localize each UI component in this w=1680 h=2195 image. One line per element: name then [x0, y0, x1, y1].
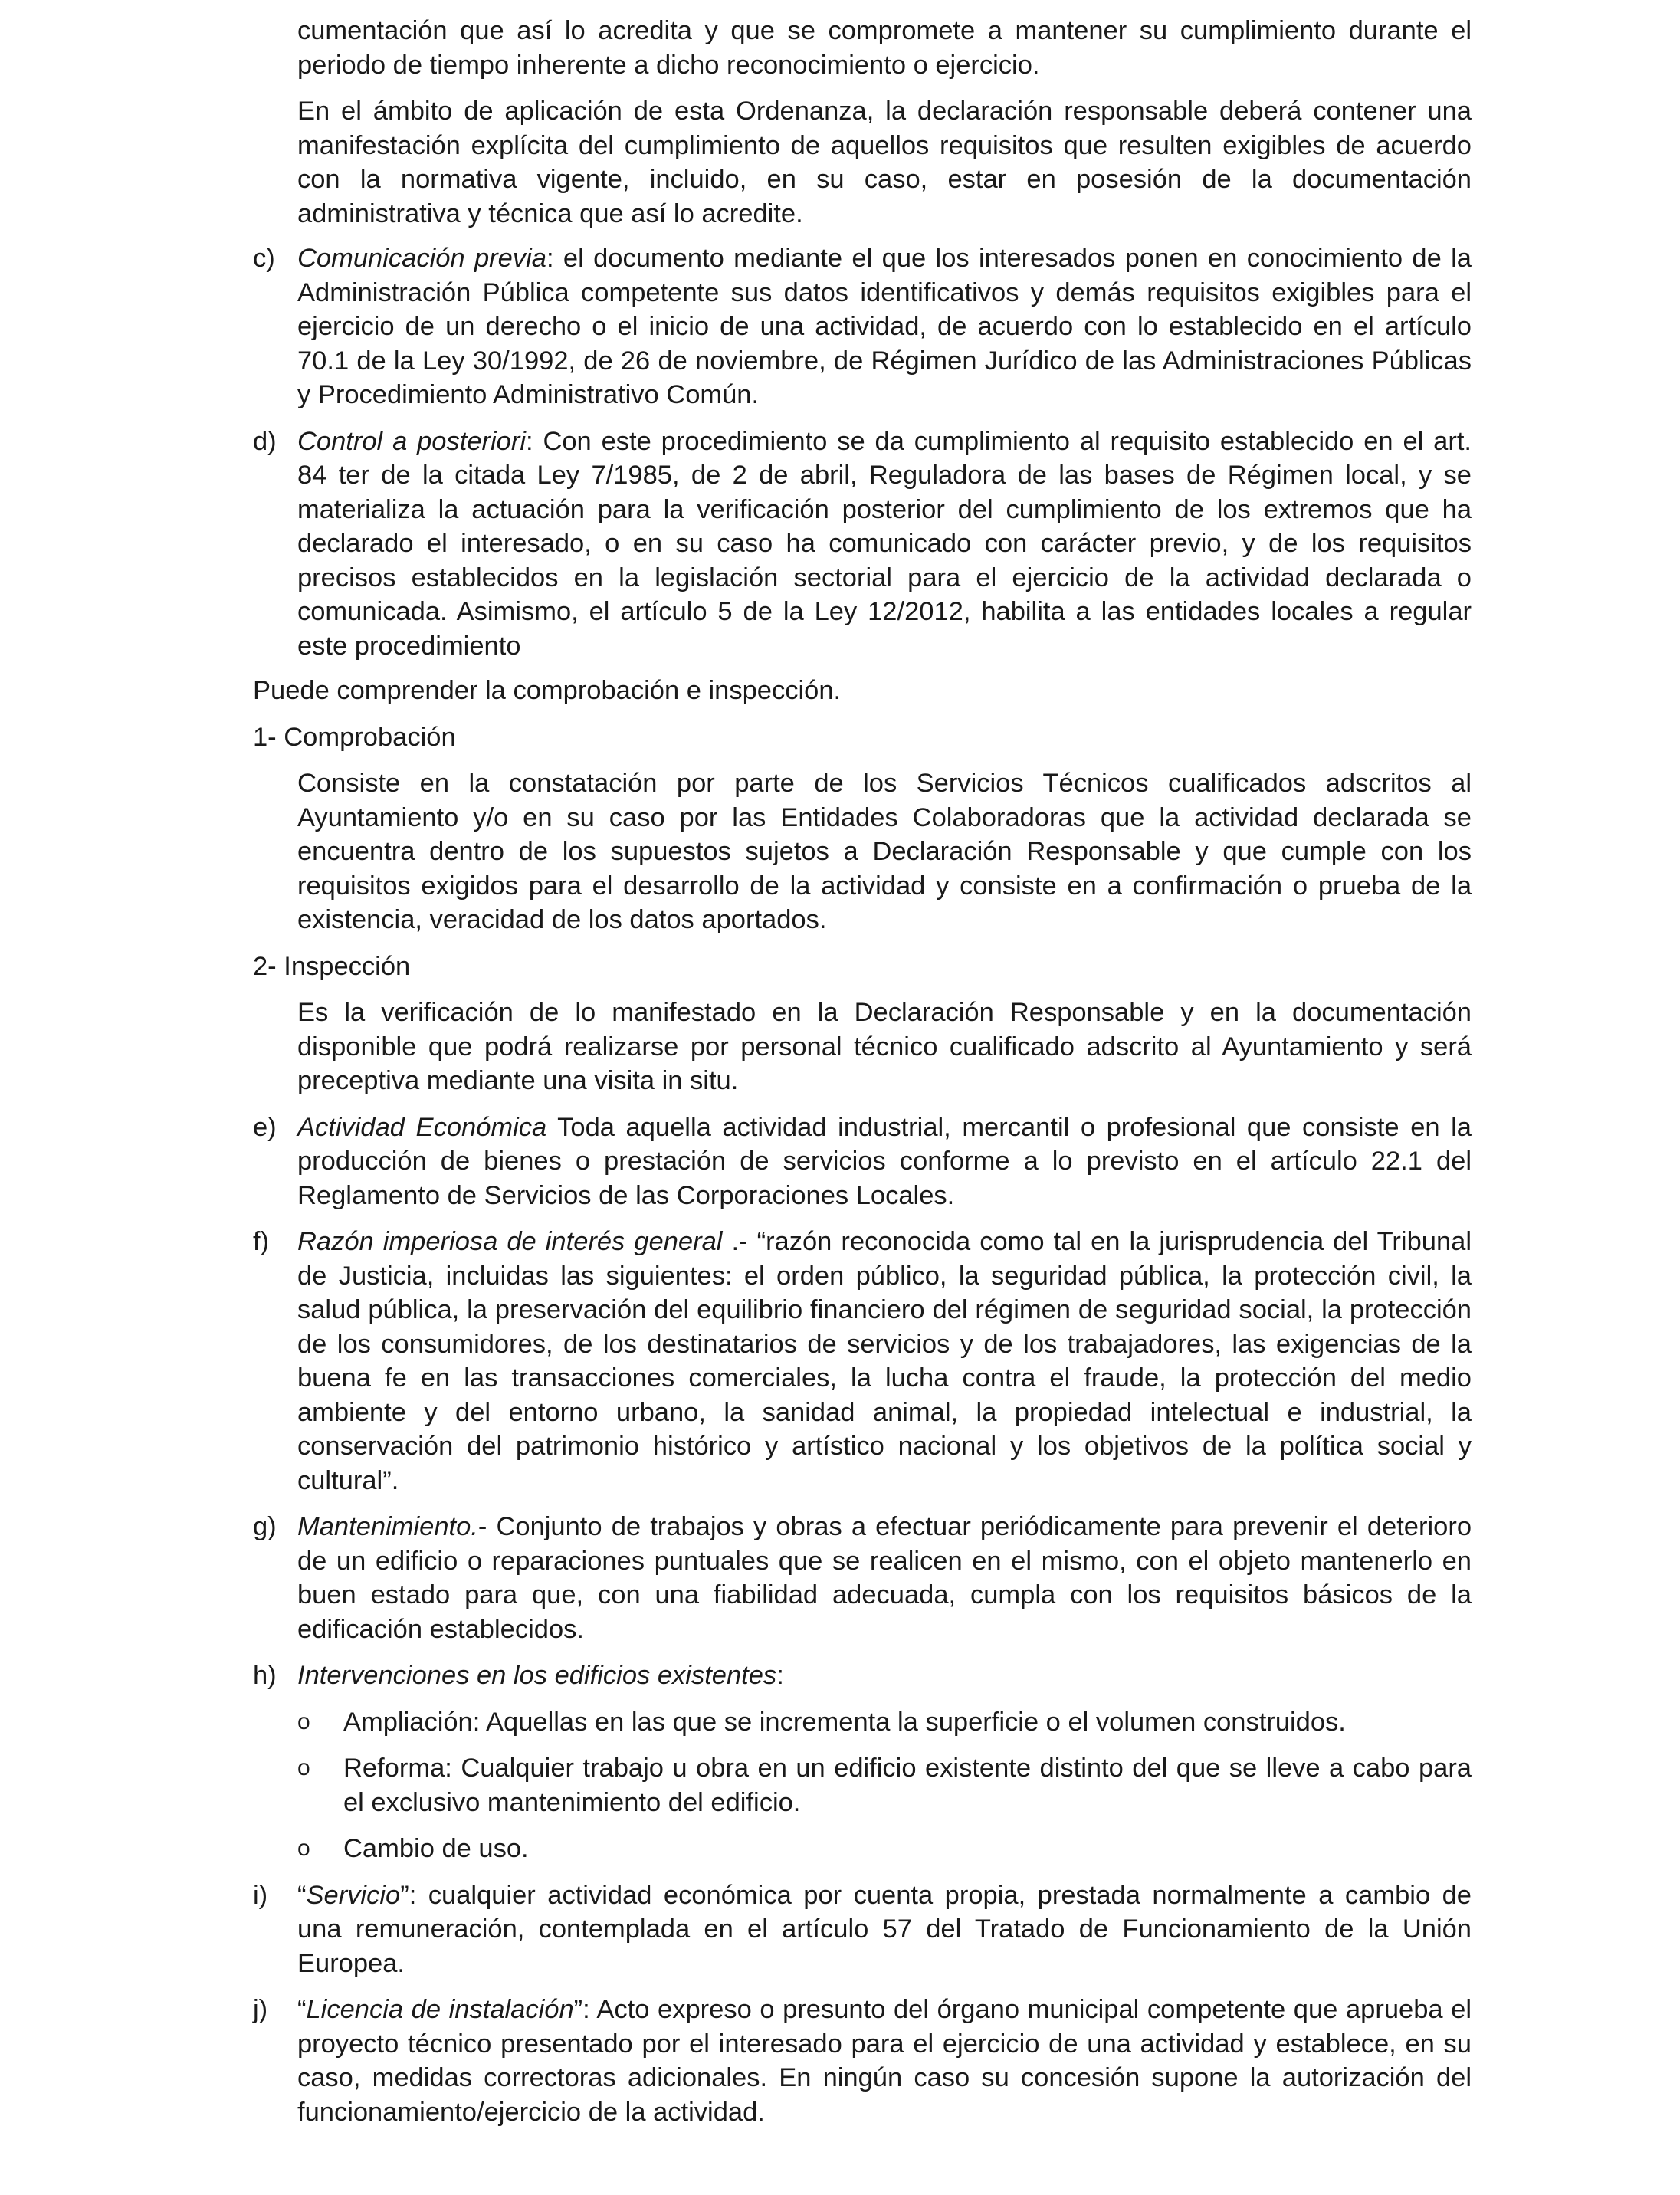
item-term: Razón imperiosa de interés general: [297, 1227, 723, 1256]
definition-item-f: [253, 1225, 1472, 1498]
bullet-item-reforma: [253, 1751, 1472, 1819]
bullet-item-ampliacion: [253, 1705, 1472, 1740]
item-text: ”: cualquier actividad económica por cuenta propia, prestada normalmente a cambio de una remuneración, contemplada en el artículo 57 del Tratado de Funcionamiento de la Unión Europea.: [297, 1880, 1472, 1978]
item-label: i): [253, 1880, 268, 1910]
item-text: .- “razón reconocida como tal en la jurisprudencia del Tribunal de Justicia, incluidas las siguientes: el orden público, la seguridad pública, la protección civil, la salud pública, la preservación del equilibrio financiero del régimen de seguridad social, la protección de los consumidores, de los destinatarios de servicios y de los trabajadores, las exigencias de la buena fe en las transacciones comerciales, la lucha contra el fraude, la protección del medio ambiente y del entorno urbano, la sanidad animal, la propiedad intelectual e industrial, la conservación del patrimonio histórico y artístico nacional y los objetivos de la política social y cultural”.: [297, 1227, 1472, 1495]
item-term: Servicio: [306, 1880, 401, 1910]
comprobacion-heading: 1- Comprobación: [253, 722, 456, 752]
item-open-quote: “: [297, 1995, 307, 2024]
item-term: Licencia de instalación: [306, 1995, 574, 2024]
item-text: ”: Acto expreso o presunto del órgano municipal competente que aprueba el proyecto técnico presentado por el interesado para el ejercicio de una actividad y establece, en su caso, medidas correctoras adicionales. En ningún caso su concesión supone la autorización del funcionamiento/ejercicio de la actividad.: [297, 1995, 1472, 2127]
definition-item-j: [253, 1993, 1472, 2129]
definition-item-e: [253, 1111, 1472, 1213]
item-term: Control a posteriori: [297, 426, 527, 456]
item-term: Mantenimiento.: [297, 1512, 478, 1541]
definition-item-d: [253, 425, 1472, 664]
item-label: d): [253, 426, 277, 456]
definition-item-g: [253, 1510, 1472, 1646]
bullet-circle-icon: o: [297, 1708, 310, 1734]
item-term: Actividad Económica: [297, 1112, 547, 1142]
item-label: e): [253, 1112, 277, 1142]
intro-paragraph-2: En el ámbito de aplicación de esta Ordenanza, la declaración responsable deberá contener una manifestación explícita del cumplimiento de aquellos requisitos que resulten exigibles de acuerdo con la normativa vigente, incluido, en su caso, estar en posesión de la documentación administrativa y técnica que así lo acredite.: [297, 97, 1472, 228]
item-text: - Conjunto de trabajos y obras a efectuar periódicamente para prevenir el deterioro de un edificio o reparaciones puntuales que se realicen en el mismo, con el objeto mantenerlo en buen estado para que, con una fiabilidad adecuada, cumpla con los requisitos básicos de la edificación establecidos.: [297, 1512, 1472, 1644]
item-text: : el documento mediante el que los interesados ponen en conocimiento de la Administración Pública competente sus datos identificativos y demás requisitos exigibles para el ejercicio de un derecho o el inicio de una actividad, de acuerdo con lo establecido en el artículo 70.1 de la Ley 30/1992, de 26 de noviembre, de Régimen Jurídico de las Administraciones Públicas y Procedimiento Administrativo Común.: [297, 244, 1472, 409]
item-label: g): [253, 1512, 277, 1541]
item-label: f): [253, 1227, 270, 1256]
inspeccion-text: Es la verificación de lo manifestado en la Declaración Responsable y en la documentación disponible que podrá realizarse por personal técnico cualificado adscrito al Ayuntamiento y será preceptiva mediante una visita in situ.: [297, 998, 1472, 1095]
item-label: j): [253, 1995, 268, 2024]
item-term: Comunicación previa: [297, 244, 546, 273]
comprobacion-text: Consiste en la constatación por parte de los Servicios Técnicos cualificados adscritos al Ayuntamiento y/o en su caso por las Entidades Colaboradoras que la actividad declarada se encuentra dentro de los supuestos sujetos a Declaración Responsable y que cumple con los requisitos exigidos para el desarrollo de la actividad y consiste en a confirmación o prueba de la existencia, veracidad de los datos aportados.: [297, 769, 1472, 934]
bullet-text: Cambio de uso.: [343, 1834, 529, 1863]
intro-paragraph-1: cumentación que así lo acredita y que se compromete a mantener su cumplimiento durante el periodo de tiempo inherente a dicho reconocimiento o ejercicio.: [297, 16, 1472, 80]
item-label: c): [253, 244, 275, 273]
bullet-text: Ampliación: Aquellas en las que se incrementa la superficie o el volumen construidos.: [343, 1707, 1346, 1737]
definition-item-i: [253, 1878, 1472, 1981]
item-label: h): [253, 1661, 277, 1690]
item-text: : Con este procedimiento se da cumplimiento al requisito establecido en el art. 84 ter de la citada Ley 7/1985, de 2 de abril, Reguladora de las bases de Régimen local, y se materializa la actuación para la verificación posterior del cumplimiento de los extremos que ha declarado el interesado, o en su caso ha comunicado con carácter previo, y de los requisitos precisos establecidos en la legislación sectorial para el ejercicio de la actividad declarada o comunicada. Asimismo, el artículo 5 de la Ley 12/2012, habilita a las entidades locales a regular este procedimiento: [297, 426, 1472, 661]
bullet-circle-icon: o: [297, 1755, 310, 1780]
item-text: Toda aquella actividad industrial, mercantil o profesional que consiste en la producción de bienes o prestación de servicios conforme a lo previsto en el artículo 22.1 del Reglamento de Servicios de las Corporaciones Locales.: [297, 1112, 1472, 1210]
item-text: :: [776, 1661, 784, 1690]
item-open-quote: “: [297, 1880, 307, 1910]
control-summary: Puede comprender la comprobación e inspección.: [253, 676, 842, 705]
definition-item-h: [253, 1659, 1472, 1693]
definition-item-c: [253, 241, 1472, 412]
inspeccion-heading: 2- Inspección: [253, 951, 411, 981]
bullet-circle-icon: o: [297, 1836, 310, 1861]
bullet-text: Reforma: Cualquier trabajo u obra en un edificio existente distinto del que se lleve a cabo para el exclusivo mantenimiento del edificio.: [343, 1754, 1472, 1817]
document-page: [253, 14, 1472, 2141]
bullet-item-cambio-uso: [253, 1832, 1472, 1866]
item-term: Intervenciones en los edificios existentes: [297, 1661, 777, 1690]
